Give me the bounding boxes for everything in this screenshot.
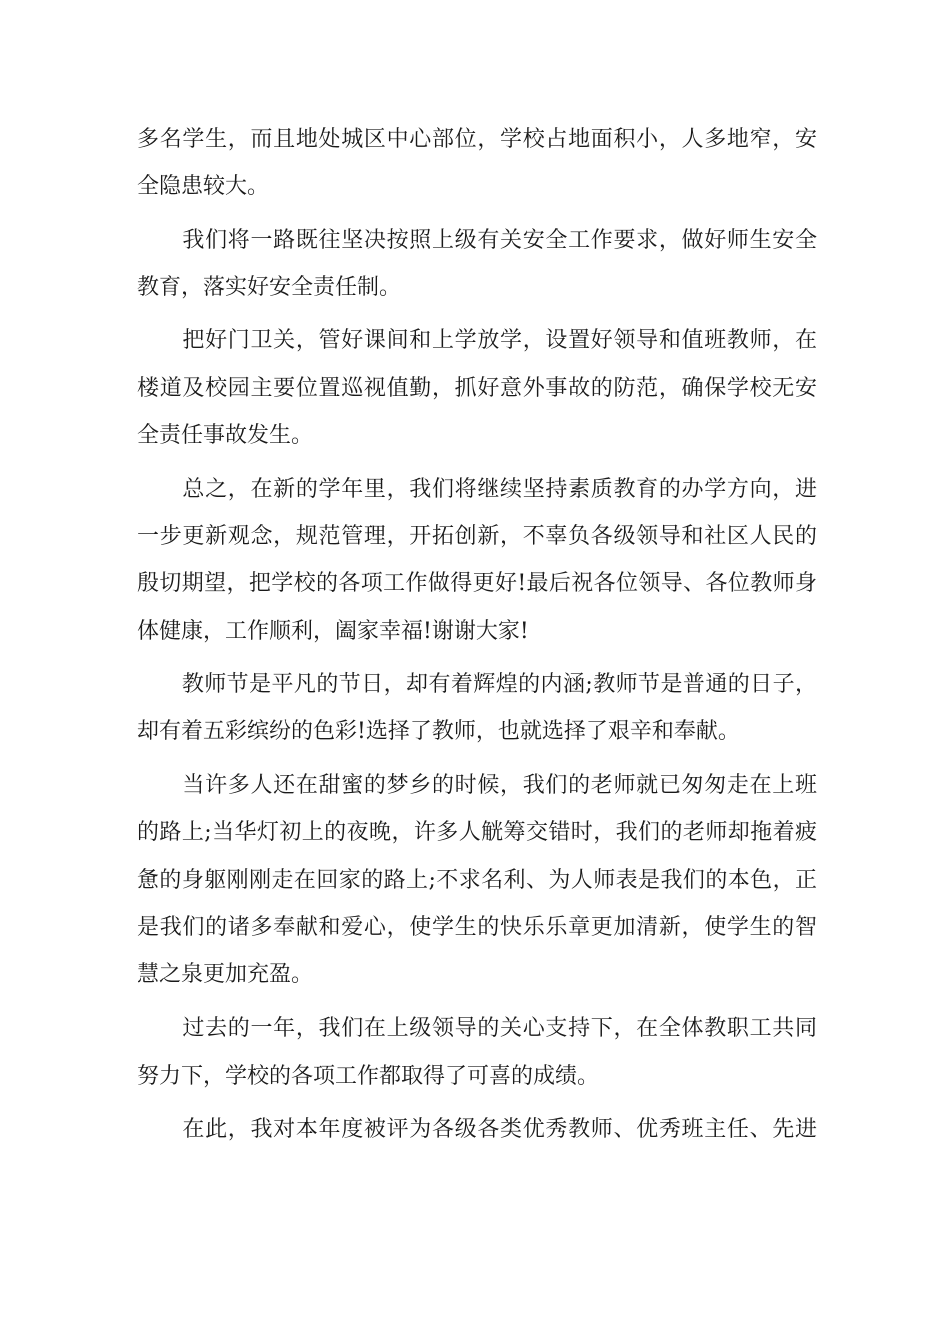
text-line: 当许多人还在甜蜜的梦乡的时候，我们的老师就已匆匆走在上班	[137, 773, 817, 798]
text-line: 多名学生，而且地处城区中心部位，学校占地面积小，人多地窄，安	[137, 127, 817, 152]
text-line: 惫的身躯刚刚走在回家的路上;不求名利、为人师表是我们的本色，正	[137, 868, 817, 893]
text-line: 在此，我对本年度被评为各级各类优秀教师、优秀班主任、先进	[137, 1117, 817, 1142]
text-line: 总之，在新的学年里，我们将继续坚持素质教育的办学方向，进	[137, 477, 817, 502]
text-line: 一步更新观念，规范管理，开拓创新，不辜负各级领导和社区人民的	[137, 524, 817, 549]
text-line: 我们将一路既往坚决按照上级有关安全工作要求，做好师生安全	[137, 228, 817, 253]
text-line: 过去的一年，我们在上级领导的关心支持下，在全体教职工共同	[137, 1016, 817, 1041]
text-line: 的路上;当华灯初上的夜晚，许多人觥筹交错时，我们的老师却拖着疲	[137, 820, 817, 845]
text-line: 慧之泉更加充盈。	[137, 962, 314, 987]
text-line: 殷切期望，把学校的各项工作做得更好!最后祝各位领导、各位教师身	[137, 571, 817, 596]
text-line: 体健康，工作顺利，阖家幸福!谢谢大家!	[137, 619, 529, 644]
text-line: 全隐患较大。	[137, 174, 270, 199]
text-line: 全责任事故发生。	[137, 423, 314, 448]
text-line: 是我们的诸多奉献和爱心，使学生的快乐乐章更加清新，使学生的智	[137, 915, 817, 940]
text-line: 楼道及校园主要位置巡视值勤，抓好意外事故的防范，确保学校无安	[137, 376, 817, 401]
text-line: 教师节是平凡的节日，却有着辉煌的内涵;教师节是普通的日子，	[137, 672, 817, 697]
text-line: 努力下，学校的各项工作都取得了可喜的成绩。	[137, 1064, 600, 1089]
text-line: 教育，落实好安全责任制。	[137, 275, 402, 300]
text-line: 却有着五彩缤纷的色彩!选择了教师，也就选择了艰辛和奉献。	[137, 719, 740, 744]
text-line: 把好门卫关，管好课间和上学放学，设置好领导和值班教师，在	[137, 328, 817, 353]
